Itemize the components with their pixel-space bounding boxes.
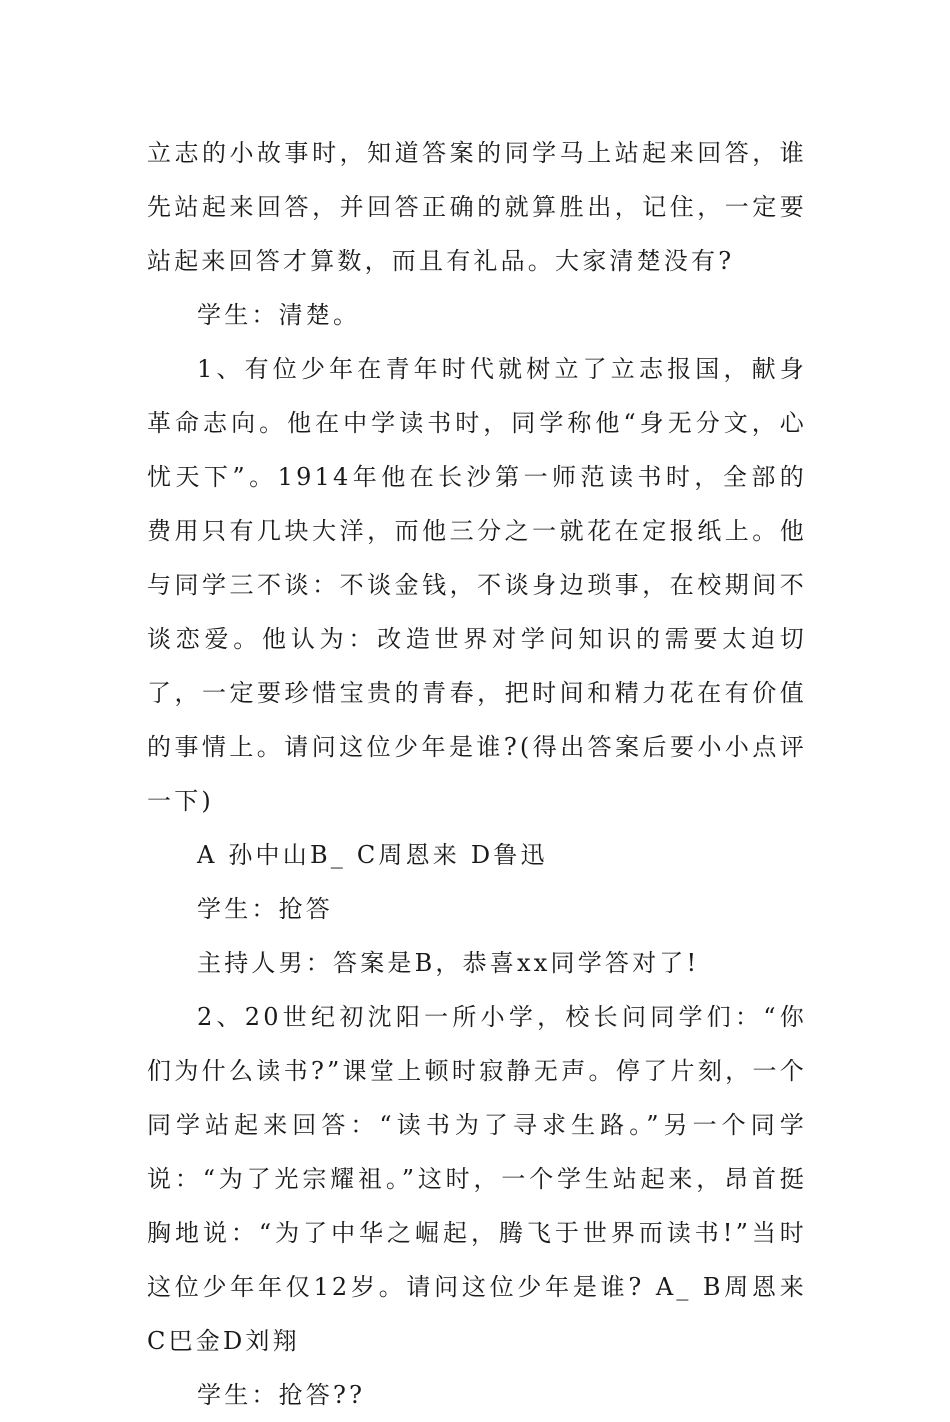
paragraph-student-answer-2: 学生：抢答?? — [197, 1381, 366, 1409]
paragraph-question-1: 1、有位少年在青年时代就树立了立志报国，献身革命志向。他在中学读书时，同学称他“身无分文，心忧天下”。1914年他在长沙第一师范读书时，全部的费用只有几块大洋，而他三分之一就花在定报纸上。他与同学三不谈：不谈金钱，不谈身边琐事，在校期间不谈恋爱。他认为：改造世界对学问知识的需要太迫切了，一定要珍惜宝贵的青春，把时间和精力花在有价值的事情上。请问这位少年是谁?(得出答案后要小小点评一下) — [147, 355, 807, 815]
paragraph-intro-continuation: 立志的小故事时，知道答案的同学马上站起来回答，谁先站起来回答，并回答正确的就算胜出，记住，一定要站起来回答才算数，而且有礼品。大家清楚没有? — [147, 139, 807, 275]
paragraph-student-reply: 学生：清楚。 — [197, 301, 361, 329]
paragraph-question-2: 2、20世纪初沈阳一所小学，校长问同学们：“你们为什么读书?”课堂上顿时寂静无声。停了片刻，一个同学站起来回答：“读书为了寻求生路。”另一个同学说：“为了光宗耀祖。”这时，一个学生站起来，昂首挺胸地说：“为了中华之崛起，腾飞于世界而读书!”当时这位少年年仅12岁。请问这位少年是谁? A_ B周恩来 C巴金D刘翔 — [147, 1003, 808, 1355]
paragraph-question-1-options: A 孙中山B_ C周恩来 D鲁迅 — [197, 841, 548, 869]
document-body — [147, 126, 807, 1422]
paragraph-host-reply: 主持人男：答案是B，恭喜xx同学答对了! — [197, 949, 700, 977]
paragraph-student-answer: 学生：抢答 — [197, 895, 333, 923]
